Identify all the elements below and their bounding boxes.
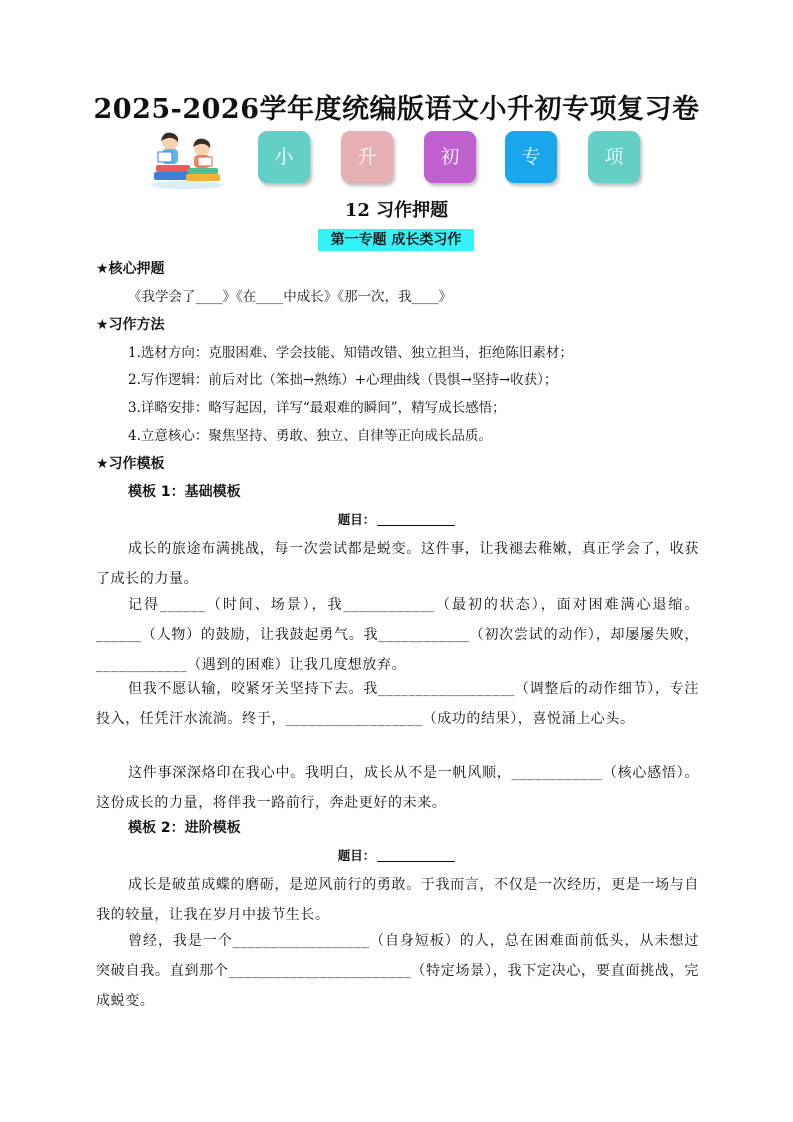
subject-label: 题目：	[337, 848, 376, 863]
method-heading: ★习作方法	[96, 317, 165, 333]
core-heading: ★核心押题	[96, 261, 165, 277]
method-item: 1.选材方向：克服困难、学会技能、知错改错、独立担当，拒绝陈旧素材；	[128, 345, 573, 361]
method-item: 2.写作逻辑：前后对比（笨拙→熟练）+心理曲线（畏惧→坚持→收获）；	[128, 372, 558, 388]
template2-subject-line	[0, 846, 793, 866]
template1-subject-line	[0, 510, 793, 530]
template2-paragraph: 曾经，我是一个__________________（自身短板）的人，总在困难面前低头，从未想过突破自我。直到那个________________________（特定场景），我下定决心，要直面挑战，完成蜕变。	[96, 933, 699, 1009]
tile-zhuan: 专	[505, 131, 557, 183]
subject-blank	[377, 847, 455, 862]
page-title: 2025-2026学年度统编版语文小升初专项复习卷	[93, 94, 700, 125]
method-item: 4.立意核心：聚焦坚持、勇敢、独立、自律等正向成长品质。	[128, 428, 492, 444]
template1-paragraph: 但我不愿认输，咬紧牙关坚持下去。我__________________（调整后的动作细节），专注投入，任凭汗水流淌。终于，__________________（成功的结果），喜悦涌上心头。	[96, 681, 699, 727]
tile-chu: 初	[424, 131, 476, 183]
subject-blank	[377, 511, 455, 526]
tile-xiao: 小	[258, 131, 310, 183]
subject-label: 题目：	[337, 512, 376, 527]
tile-sheng: 升	[341, 131, 393, 183]
template-heading: ★习作模板	[96, 456, 165, 472]
template2-paragraph: 成长是破茧成蝶的磨砺，是逆风前行的勇敢。于我而言，不仅是一次经历，更是一场与自我的较量，让我在岁月中拔节生长。	[96, 877, 699, 923]
lesson-title: 12 习作押题	[344, 200, 449, 221]
kids-reading-illustration	[148, 128, 226, 190]
template1-paragraph: 成长的旅途布满挑战，每一次尝试都是蜕变。这件事，让我褪去稚嫩，真正学会了，收获了成长的力量。	[96, 541, 699, 587]
template1-paragraph: 这件事深深烙印在我心中。我明白，成长从不是一帆风顺，____________（核心感悟）。这份成长的力量，将伴我一路前行，奔赴更好的未来。	[96, 765, 699, 811]
topic-label: 第一专题 成长类习作	[318, 229, 474, 251]
template1-paragraph: 记得______（时间、场景），我____________（最初的状态），面对困难满心退缩。______（人物）的鼓励，让我鼓起勇气。我____________（初次尝试的动作），却屡屡失败，____________（遇到的困难）让我几度想放弃。	[96, 597, 699, 673]
tile-xiang: 项	[588, 131, 640, 183]
template2-label: 模板 2：进阶模板	[128, 820, 241, 836]
core-titles: 《我学会了____》《在____中成长》《那一次，我____》	[128, 289, 452, 305]
method-item: 3.详略安排：略写起因，详写“最艰难的瞬间”，精写成长感悟；	[128, 400, 506, 416]
template1-label: 模板 1：基础模板	[128, 484, 241, 500]
